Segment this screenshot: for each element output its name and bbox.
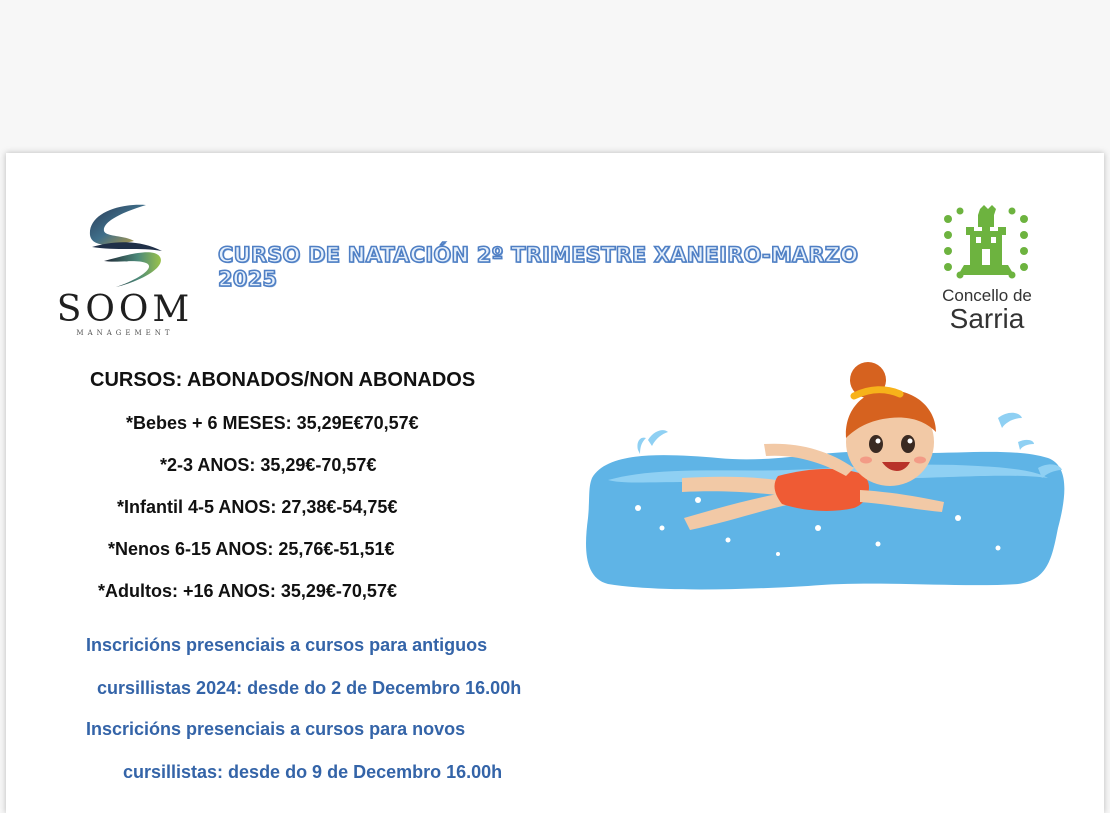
course-item: *Nenos 6-15 ANOS: 25,76€-51,51€	[108, 539, 395, 559]
course-item: *Bebes + 6 MESES: 35,29E€70,57€	[126, 413, 419, 433]
swimming-girl-icon	[578, 358, 1078, 603]
page-title: CURSO DE NATACIÓN 2º TRIMESTRE XANEIRO-MARZO 2025	[218, 243, 859, 291]
sarria-label: Sarria	[949, 303, 1025, 334]
registration-line: Inscricións presenciais a cursos para novos	[86, 719, 466, 739]
soom-tagline: MANAGEMENT	[76, 329, 174, 337]
course-item: *Adultos: +16 ANOS: 35,29€-70,57€	[98, 581, 397, 601]
concello-label: Concello de	[942, 286, 1032, 305]
soom-management-logo	[50, 201, 210, 341]
concello-sarria-logo	[924, 205, 1054, 335]
course-item: *2-3 ANOS: 35,29€-70,57€	[160, 455, 377, 475]
flyer-page	[6, 153, 1104, 813]
registration-line: Inscricións presenciais a cursos para antiguos	[86, 635, 488, 655]
soom-wordmark: SOOM	[56, 289, 194, 330]
course-item: *Infantil 4-5 ANOS: 27,38€-54,75€	[117, 497, 398, 517]
registration-line: cursillistas 2024: desde do 2 de Decembro 16.00h	[97, 678, 522, 698]
castle-crest-icon	[938, 205, 1034, 283]
soom-s-icon	[76, 201, 186, 291]
courses-heading: CURSOS: ABONADOS/NON ABONADOS	[90, 369, 476, 391]
registration-line: cursillistas: desde do 9 de Decembro 16.00h	[123, 762, 503, 782]
